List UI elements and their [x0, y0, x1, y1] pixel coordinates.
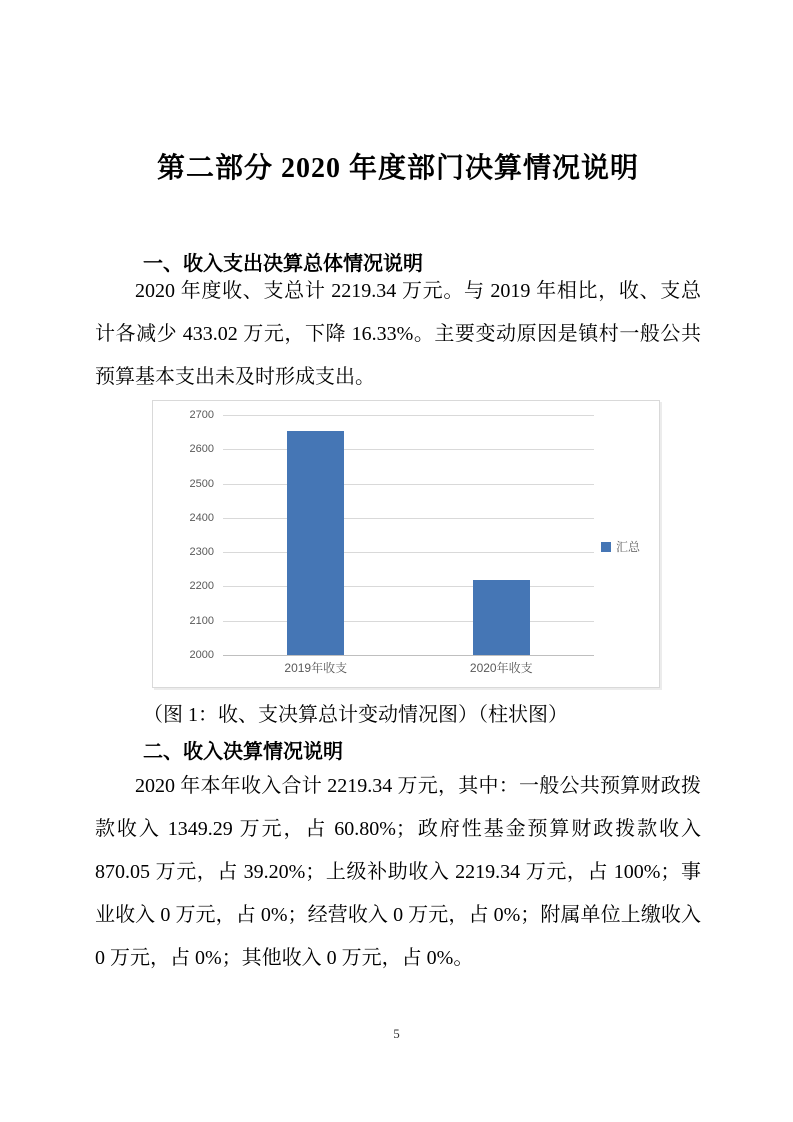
section-2-heading: 二、收入决算情况说明: [143, 741, 343, 763]
legend-label: 汇总: [616, 540, 641, 554]
section-2-paragraph: 2020 年本年收入合计 2219.34 万元，其中：一般公共预算财政拨款收入 1349.29 万元，占 60.80%；政府性基金预算财政拨款收入 870.05 万元，占 39.20%；上级补助收入 2219.34 万元，占 100%；事业收入 0 万元，占 0%；经营收入 0 万元，占 0%；附属单位上缴收入 0 万元，占 0%；其他收入 0 万元，占 0%。: [95, 775, 701, 969]
x-category-label: 2020年收支: [469, 661, 533, 675]
gridline: [223, 518, 594, 519]
y-tick-label: 2600: [189, 443, 214, 456]
gridline: [223, 552, 594, 553]
bar-2020年收支: [473, 580, 530, 655]
section-1-heading: 一、收入支出决算总体情况说明: [143, 253, 423, 275]
chart-legend: [601, 538, 640, 555]
gridline: [223, 621, 594, 622]
gridline: [223, 586, 594, 587]
y-tick-label: 2300: [189, 546, 214, 559]
x-category-label: 2019年收支: [284, 661, 348, 675]
y-tick-label: 2000: [189, 649, 214, 661]
chart-plot: [153, 401, 659, 687]
figure-caption: （图 1：收、支决算总计变动情况图）（柱状图）: [143, 704, 568, 726]
gridline: [223, 415, 594, 416]
page-title: 第二部分 2020 年度部门决算情况说明: [156, 153, 639, 184]
figure-bar-chart: [152, 400, 660, 688]
gridline: [223, 484, 594, 485]
bar-2019年收支: [287, 431, 344, 655]
y-tick-label: 2200: [189, 580, 214, 593]
y-tick-label: 2100: [189, 614, 214, 627]
x-axis-line: [223, 655, 594, 656]
gridline: [223, 449, 594, 450]
legend-swatch-icon: [601, 542, 611, 552]
page-number: 5: [393, 1026, 400, 1041]
y-tick-label: 2500: [189, 477, 214, 490]
y-tick-label: 2400: [189, 511, 214, 524]
y-tick-label: 2700: [189, 409, 214, 421]
section-1-paragraph: 2020 年度收、支总计 2219.34 万元。与 2019 年相比，收、支总计各减少 433.02 万元，下降 16.33%。主要变动原因是镇村一般公共预算基本支出未及时形成支出。: [95, 280, 701, 388]
